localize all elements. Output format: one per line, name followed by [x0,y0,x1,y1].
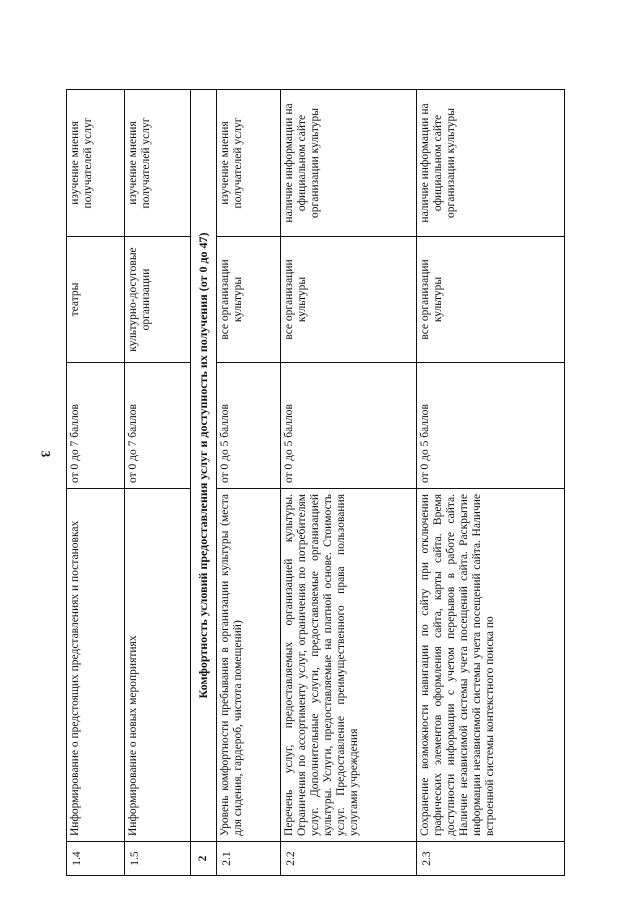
criterion-name: Перечень услуг, предоставляемых организацией культуры. Ограничения по ассортименту услуг, ограничения по потребителям услуг. Дополнительные услуги, предоставляемые организацией культуры. Услуги, предоставляемые на платной основе. Стоимость услуг. Предоставление преимущественного права пользования услугами учреждения [281,489,417,842]
data-source: наличие информации на официальном сайте организации культуры [417,90,565,237]
data-source: изучение мнения получателей услуг [217,90,281,237]
row-number: 2.3 [417,842,565,876]
page-number: 3 [38,450,54,458]
criterion-name: Информирование о новых мероприятиях [125,489,191,842]
table-row [217,90,281,876]
row-number: 1.4 [67,842,125,876]
score-range: от 0 до 5 баллов [281,363,417,489]
table-row [67,90,125,876]
row-number: 2.2 [281,842,417,876]
organization-type: все организации культуры [417,237,565,363]
row-number: 2.1 [217,842,281,876]
section-row [191,90,217,876]
criterion-name: Информирование о предстоящих представлениях и постановках [67,489,125,842]
score-range: от 0 до 7 баллов [125,363,191,489]
organization-type: театры [67,237,125,363]
score-range: от 0 до 5 баллов [217,363,281,489]
criteria-table [66,89,565,876]
organization-type: все организации культуры [217,237,281,363]
table-row [125,90,191,876]
criterion-name: Сохранение возможности навигации по сайту при отключении графических элементов оформления сайта, карты сайта. Время доступности информации с учетом перерывов в работе сайта. Наличие независимой системы учета посещений сайта. Раскрытие информации независимой системы учета посещений сайта. Наличие встроенной системы контекстного поиска по [417,489,565,842]
organization-type: все организации культуры [281,237,417,363]
score-range: от 0 до 5 баллов [417,363,565,489]
data-source: наличие информации на официальном сайте организации культуры [281,90,417,237]
rotated-table-wrapper [66,90,564,876]
table-row [281,90,417,876]
criterion-name: Уровень комфортности пребывания в организации культуры (места для сидения, гардероб, чистота помещений) [217,489,281,842]
data-source: изучение мнения получателей услуг [125,90,191,237]
organization-type: культурно-досуговые организации [125,237,191,363]
section-title: Комфортность условий предоставления услуг и доступность их получения (от 0 до 47) [191,90,217,842]
score-range: от 0 до 7 баллов [67,363,125,489]
section-number: 2 [191,842,217,876]
table-row [417,90,565,876]
data-source: изучение мнения получателей услуг [67,90,125,237]
row-number: 1.5 [125,842,191,876]
